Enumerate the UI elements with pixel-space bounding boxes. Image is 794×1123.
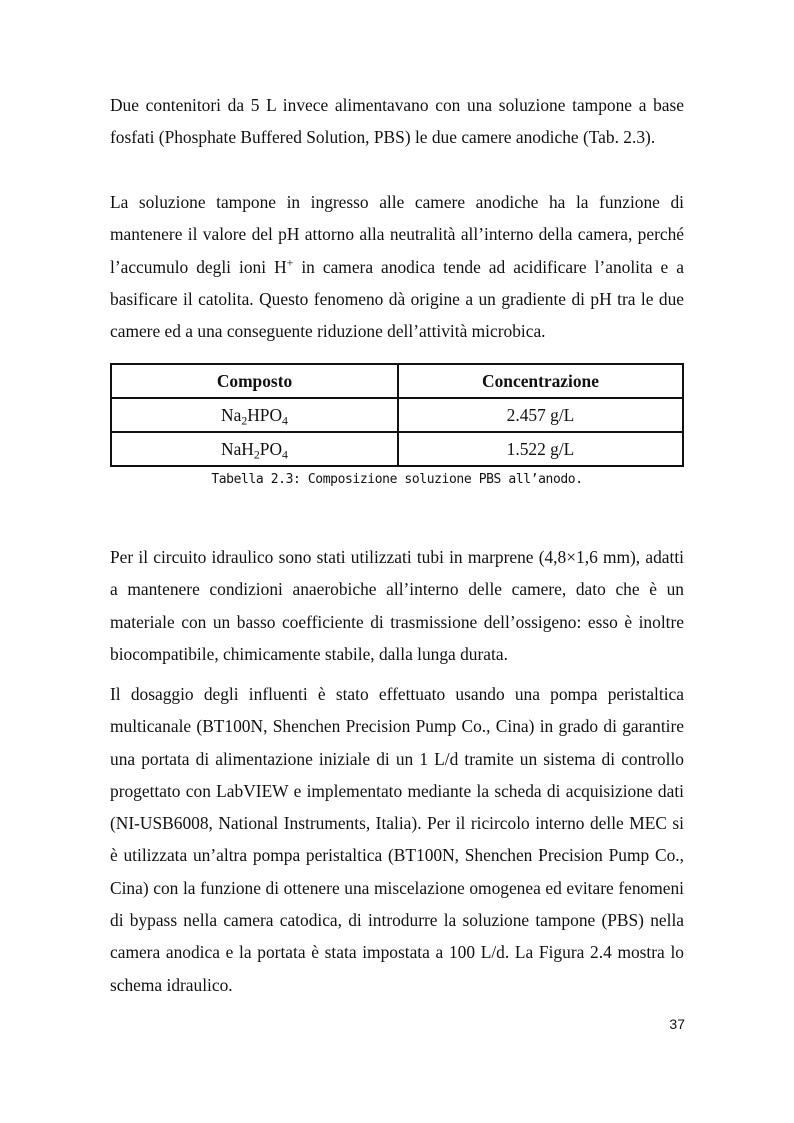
pbs-composition-table <box>110 363 684 467</box>
superscript-plus: + <box>286 255 294 270</box>
table-cell-compound: $NaH_2PO_4$ <box>111 432 398 466</box>
paragraph-4: Il dosaggio degli influenti è stato effettuato usando una pompa peristaltica multicanale (BT100N, Shenchen Precision Pump Co., Cina) in grado di garantire una portata di alimentazione iniziale di un 1 L/d tramite un sistema di controllo progettato con LabVIEW e implementato mediante la scheda di acquisizione dati (NI-USB6008, National Instruments, Italia). Per il ricircolo interno delle MEC si è utilizzata un’altra pompa peristaltica (BT100N, Shenchen Precision Pump Co., Cina) con la funzione di ottenere una miscelazione omogenea ed evitare fenomeni di bypass nella camera catodica, di introdurre la soluzione tampone (PBS) nella camera anodica e la portata è stata impostata a 100 L/d. La Figura 2.4 mostra lo schema idraulico. <box>110 684 684 995</box>
table-caption: Tabella 2.3: Composizione soluzione PBS all’anodo. <box>211 472 583 487</box>
table-cell-concentration: 2.457 g/L <box>398 398 683 432</box>
table-row <box>111 432 683 466</box>
table-row <box>111 398 683 432</box>
paragraph-3: Per il circuito idraulico sono stati utilizzati tubi in marprene (4,8×1,6 mm), adatti a mantenere condizioni anaerobiche all’interno delle camere, dato che è un materiale con un basso coefficiente di trasmissione dell’ossigeno: esso è inoltre biocompatibile, chimicamente stabile, dalla lunga durata. <box>110 547 684 664</box>
paragraph-1: Due contenitori da 5 L invece alimentavano con una soluzione tampone a base fosfati (Phosphate Buffered Solution, PBS) le due camere anodiche (Tab. 2.3). <box>110 95 684 148</box>
table-cell-compound: $Na_2HPO_4$ <box>111 398 398 432</box>
table-cell-concentration: 1.522 g/L <box>398 432 683 466</box>
page-number: 37 <box>669 1016 685 1032</box>
paragraph-2 <box>110 186 684 347</box>
paragraph-2-end: in camera anodica tende ad acidificare l’anolita e a basificare il catolita. Questo fenomeno dà origine a un gradiente di pH tra le due camere ed a una conseguente riduzione dell’attività microbica. <box>110 256 685 342</box>
table-header-row <box>111 364 683 398</box>
table-header-concentrazione: Concentrazione <box>398 364 683 398</box>
paragraph-2-start: La soluzione tampone in ingresso alle camere anodiche ha la funzione di mantenere il valore del pH attorno alla neutralità all’interno della camera, perché l’accumulo degli ioni H <box>110 192 684 277</box>
table-header-composto: Composto <box>111 364 398 398</box>
